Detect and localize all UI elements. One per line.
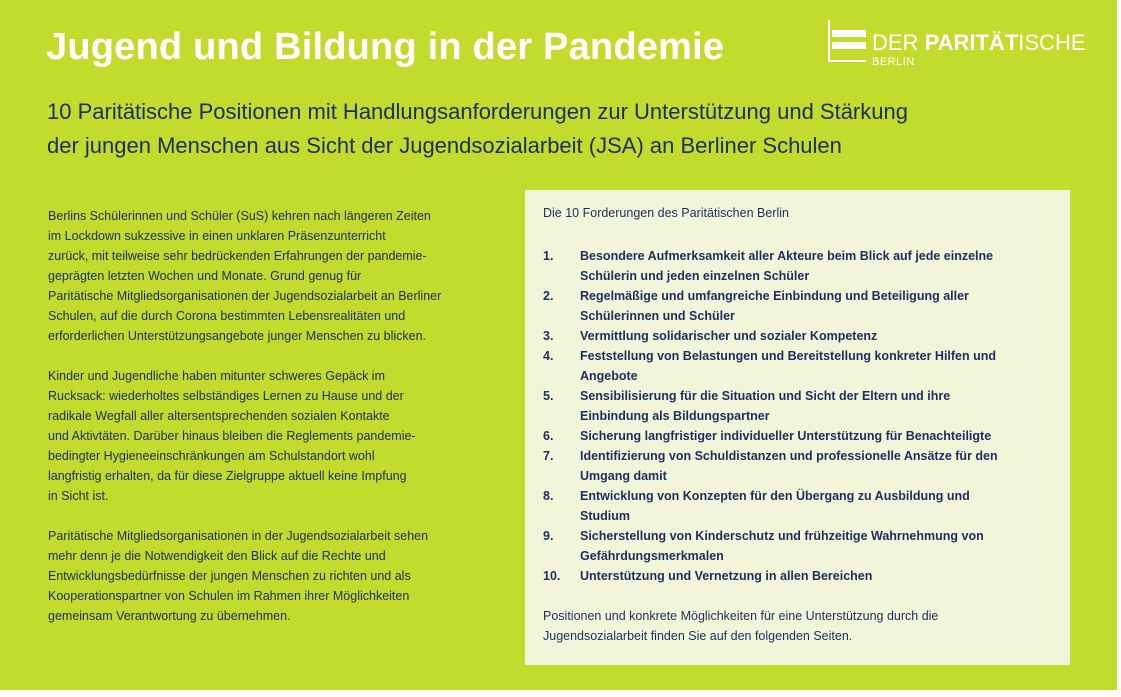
intro-text [48,206,498,646]
paritaetische-logo [828,20,1086,72]
subtitle-line: 10 Paritätische Positionen mit Handlungsanforderungen zur Unterstützung und Stärkung [47,99,908,124]
intro-paragraph-3: Paritätische Mitgliedsorganisationen in der Jugendsozialarbeit sehen mehr denn je die Notwendigkeit den Blick auf die Rechte und Entwicklungsbedürfnisse der jungen Menschen zu richten und als Kooperationspartner von Schulen im Rahmen ihrer Möglichkeiten gemeinsam Verantwortung zu übernehmen. [48,529,429,623]
intro-paragraph-1: Berlins Schülerinnen und Schüler (SuS) kehren nach längeren Zeiten im Lockdown sukzessive in einen unklaren Präsenzunterricht zurück, mit teilweise sehr bedrückenden Erfahrungen der pandemie- geprägten letzten Wochen und Monate. Grund genug für Paritätische Mitgliedsorganisationen der Jugendsozialarbeit an Berliner Schulen, auf die durch Corona bestimmten Lebensrealitäten und erforderlichen Unterstützungsangebote junger Menschen zu blicken. [48,209,442,343]
demand-item: 10. Unterstützung und Vernetzung in allen Bereichen [543,569,873,583]
subtitle-line: der jungen Menschen aus Sicht der Jugendsozialarbeit (JSA) an Berliner Schulen [47,133,842,158]
demands-list [543,246,1053,586]
demand-item: 7. Identifizierung von Schuldistanzen und professionelle Ansätze für den Umgang damit [543,449,998,483]
logo-name: DER PARITÄTISCHE [872,30,1086,55]
demands-box [525,190,1070,665]
demand-item: 6. Sicherung langfristiger individueller Unterstützung für Benachteiligte [543,429,992,443]
demands-footer: Positionen und konkrete Möglichkeiten für eine Unterstützung durch die Jugendsozialarbeit finden Sie auf den folgenden Seiten. [543,609,939,643]
logo-mark-icon [828,20,868,64]
demand-item: 1. Besondere Aufmerksamkeit aller Akteure beim Blick auf jede einzelne Schülerin und jeden einzelnen Schüler [543,249,994,283]
demand-item: 8. Entwicklung von Konzepten für den Übergang zu Ausbildung und Studium [543,489,970,523]
page-subtitle [47,95,1077,163]
logo-city: BERLIN [872,56,915,68]
page-title: Jugend und Bildung in der Pandemie [46,26,725,68]
demand-item: 2. Regelmäßige und umfangreiche Einbindung und Beteiligung aller Schülerinnen und Schüler [543,289,969,323]
demand-item: 5. Sensibilisierung für die Situation und Sicht der Eltern und ihre Einbindung als Bildungspartner [543,389,951,423]
demands-title: Die 10 Forderungen des Paritätischen Berlin [543,206,789,220]
intro-paragraph-2: Kinder und Jugendliche haben mitunter schweres Gepäck im Rucksack: wiederholtes selbständiges Lernen zu Hause und der radikale Wegfall aller altersentsprechenden sozialen Kontakte und Aktivtäten. Darüber hinaus bleiben die Reglements pandemie- bedingter Hygieneeinschränkungen am Schulstandort wohl langfristig erhalten, da für diese Zielgruppe aktuell keine Impfung in Sicht ist. [48,369,416,503]
demand-item: 3. Vermittlung solidarischer und sozialer Kompetenz [543,329,878,343]
demand-item: 9. Sicherstellung von Kinderschutz und frühzeitige Wahrnehmung von Gefährdungsmerkmalen [543,529,984,563]
demand-item: 4. Feststellung von Belastungen und Bereitstellung konkreter Hilfen und Angebote [543,349,997,383]
